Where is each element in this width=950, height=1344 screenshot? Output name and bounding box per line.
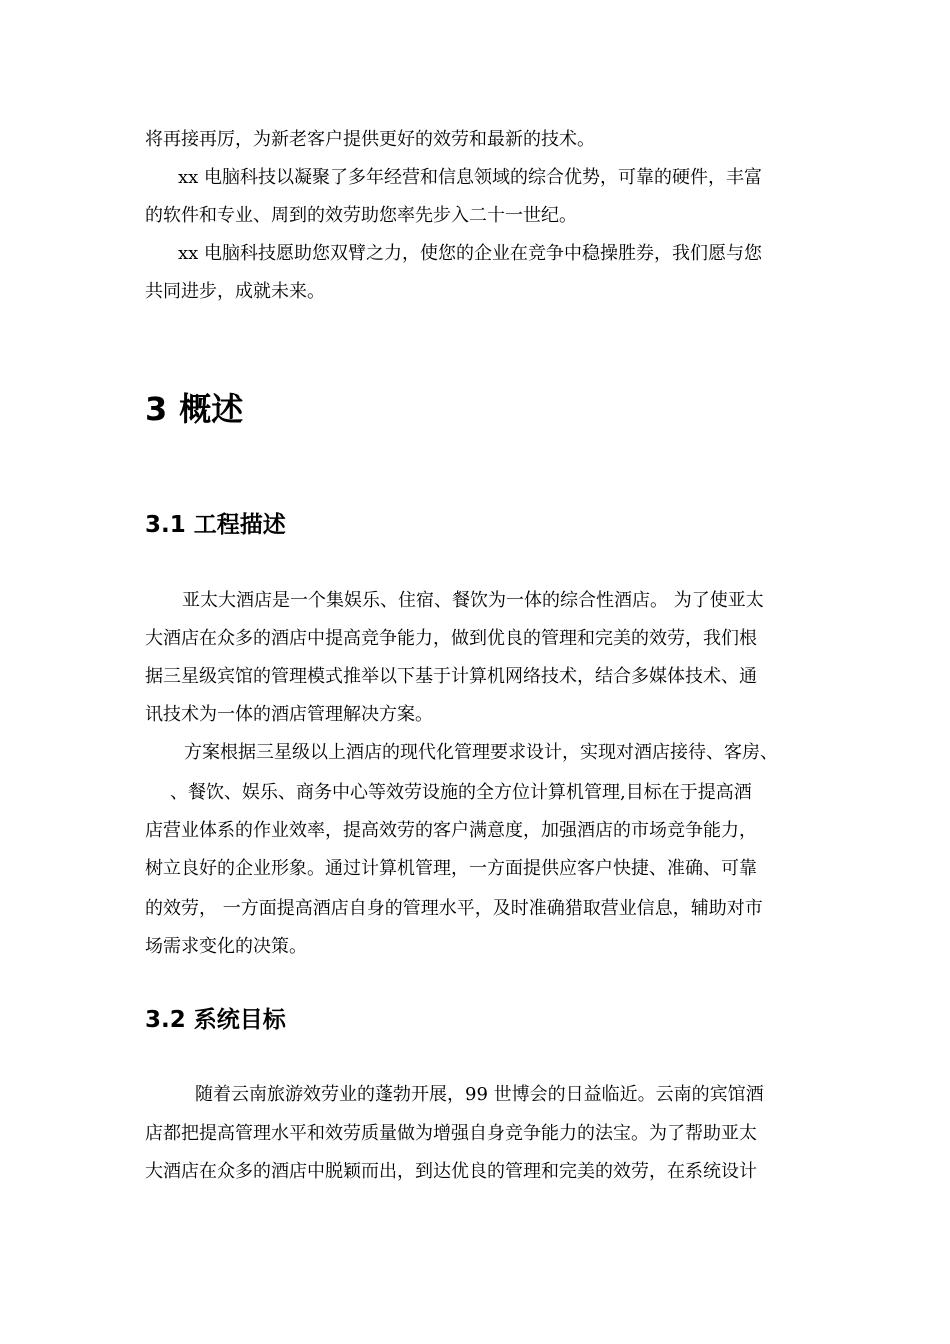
section1-line-10: 场需求变化的决策。 (145, 936, 307, 957)
intro-line-2: xx 电脑科技以凝聚了多年经营和信息领域的综合优势，可靠的硬件，丰富 (178, 167, 763, 188)
section1-line-3: 据三星级宾馆的管理模式推举以下基于计算机网络技术，结合多媒体技术、通 (145, 666, 757, 687)
section-number-3-1: 3.1 (145, 512, 186, 538)
intro-line-1: 将再接再厉，为新老客户提供更好的效劳和最新的技术。 (145, 129, 595, 150)
intro-line-4: xx 电脑科技愿助您双臂之力，使您的企业在竞争中稳操胜券，我们愿与您 (178, 243, 763, 264)
section-number-3-2: 3.2 (145, 1007, 186, 1033)
chapter-title: 概述 (179, 390, 244, 428)
section1-line-7: 店营业体系的作业效率，提高效劳的客户满意度，加强酒店的市场竞争能力， (145, 820, 757, 841)
section2-line-1: 随着云南旅游效劳业的蓬勃开展，99 世博会的日益临近。云南的宾馆酒 (195, 1084, 764, 1105)
section1-line-2: 大酒店在众多的酒店中提高竞争能力，做到优良的管理和完美的效劳，我们根 (145, 628, 757, 649)
section1-line-1: 亚太大酒店是一个集娱乐、住宿、餐饮为一体的综合性酒店。 为了使亚太 (182, 590, 764, 611)
section-heading-3-1 (145, 510, 286, 540)
section2-line-2: 店都把提高管理水平和效劳质量做为增强自身竞争能力的法宝。为了帮助亚太 (145, 1123, 757, 1144)
section1-line-8: 树立良好的企业形象。通过计算机管理，一方面提供应客户快捷、准确、可靠 (145, 858, 757, 879)
intro-line-3: 的软件和专业、周到的效劳助您率先步入二十一世纪。 (145, 205, 577, 226)
section1-line-6: 、餐饮、娱乐、商务中心等效劳设施的全方位计算机管理,目标在于提高酒 (170, 782, 752, 803)
section-heading-3-2 (145, 1005, 286, 1035)
section-title-3-1: 工程描述 (193, 512, 286, 538)
intro-line-5: 共同进步，成就未来。 (145, 281, 325, 302)
section1-line-9: 的效劳， 一方面提高酒店自身的管理水平，及时准确猎取营业信息，辅助对市 (145, 898, 763, 919)
section2-line-3: 大酒店在众多的酒店中脱颖而出，到达优良的管理和完美的效劳，在系统设计 (145, 1161, 757, 1182)
section-title-3-2: 系统目标 (193, 1007, 286, 1033)
chapter-heading (145, 388, 243, 430)
section1-line-4: 讯技术为一体的酒店管理解决方案。 (145, 704, 433, 725)
section1-line-5: 方案根据三星级以上酒店的现代化管理要求设计，实现对酒店接待、客房、 (184, 742, 778, 763)
chapter-number: 3 (145, 390, 168, 428)
